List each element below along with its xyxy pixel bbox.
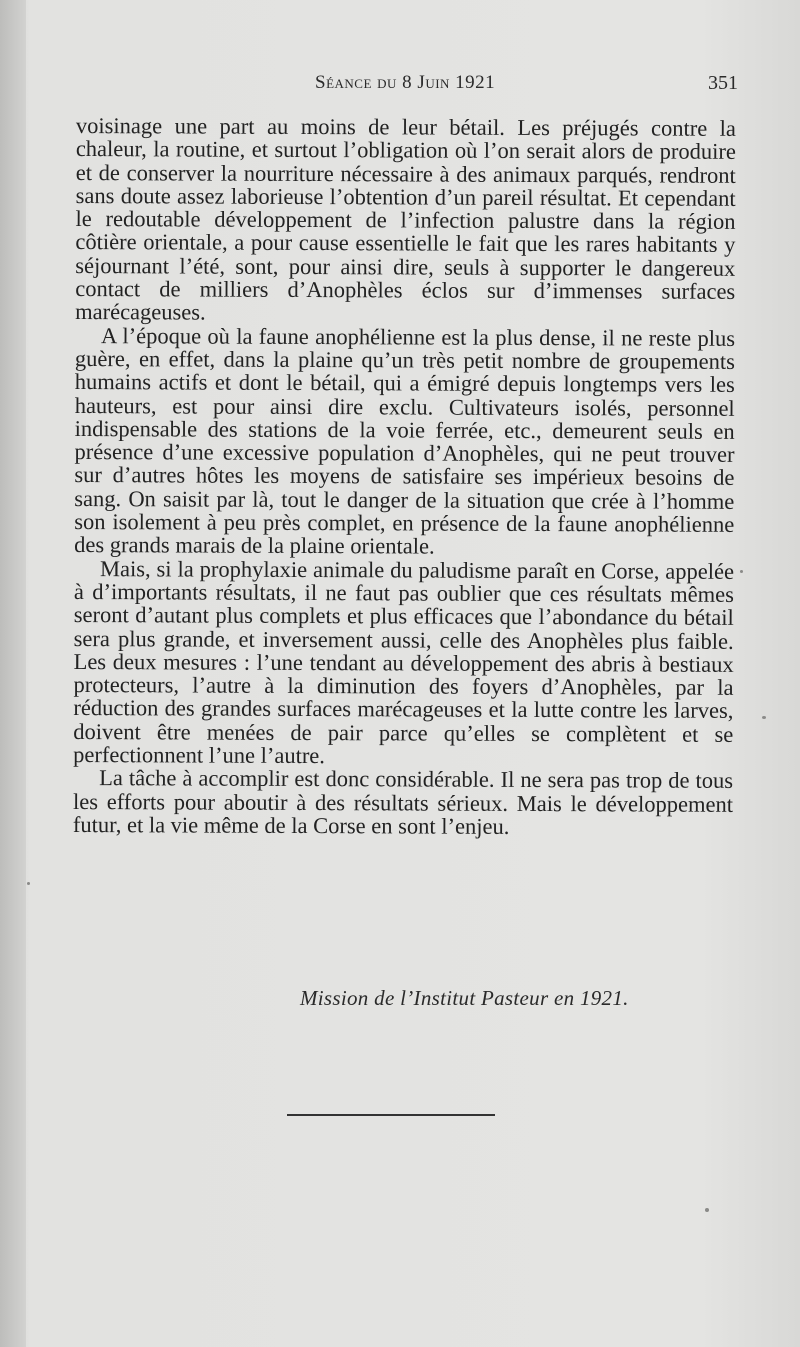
end-rule: [287, 1114, 495, 1116]
paper-speck: [27, 882, 30, 885]
paragraph-2: A l’époque où la faune anophélienne est la plus dense, il ne reste plus guère, en effet, dans la plaine qu’un très petit nombre de groupements humains actifs et dont le bétail, qui a émigré depuis longtemps vers les hauteurs, est pour ainsi dire exclu. Cultivateurs isolés, personnel indispensable des stations de la voie ferrée, etc., demeurent seuls en présence d’une excessive population d’Anophèles, qui ne peut trouver sur d’autres hôtes les moyens de satisfaire ses impérieux besoins de sang. On saisit par là, tout le danger de la situation que crée à l’homme son isolement à peu près complet, en présence de la faune anophélienne des grands marais de la plaine orientale.: [74, 322, 736, 559]
paragraph-1: voisinage une part au moins de leur bétail. Les préjugés contre la chaleur, la routine, et surtout l’obligation où l’on serait alors de produire et de conserver la nourriture nécessaire à des animaux parqués, rendront sans doute assez laborieuse l’obtention d’un pareil résultat. Et cependant le redoutable développement de l’infection palustre dans la région côtière orientale, a pour cause essentielle le fait que les rares habitants y séjournant l’été, sont, pour ainsi dire, seuls à supporter le dangereux contact de milliers d’Anophèles éclos sur d’immenses surfaces marécageuses.: [75, 113, 736, 325]
running-head: [0, 72, 800, 102]
signature: Mission de l’Institut Pasteur en 1921.: [300, 986, 629, 1010]
body-text: [73, 114, 736, 839]
page-gutter-shadow: [0, 0, 26, 1347]
paper-speck: [762, 716, 766, 719]
paragraph-3: Mais, si la prophylaxie animale du paludisme paraît en Corse, appelée à d’importants résultats, il ne faut pas oublier que ces résultats mêmes seront d’autant plus complets et plus efficaces que l’abondance du bétail sera plus grande, et inversement aussi, celle des Anophèles plus faible. Les deux mesures : l’une tendant au développement des abris à bestiaux protecteurs, l’autre à la diminution des foyers d’Anophèles, par la réduction des grandes surfaces marécageuses et la lutte contre les larves, doivent être menées de pair parce qu’elles se complètent et se perfectionnent l’une l’autre.: [73, 555, 735, 769]
running-title: Séance du 8 Juin 1921: [315, 72, 496, 93]
paper-speck: [740, 570, 743, 573]
page-number: 351: [708, 72, 738, 94]
paragraph-4: La tâche à accomplir est donc considérable. Il ne sera pas trop de tous les efforts pour aboutir à des résultats sérieux. Mais le développement futur, et la vie même de la Corse en sont l’enjeu.: [72, 765, 734, 839]
paper-speck: [705, 1208, 709, 1212]
